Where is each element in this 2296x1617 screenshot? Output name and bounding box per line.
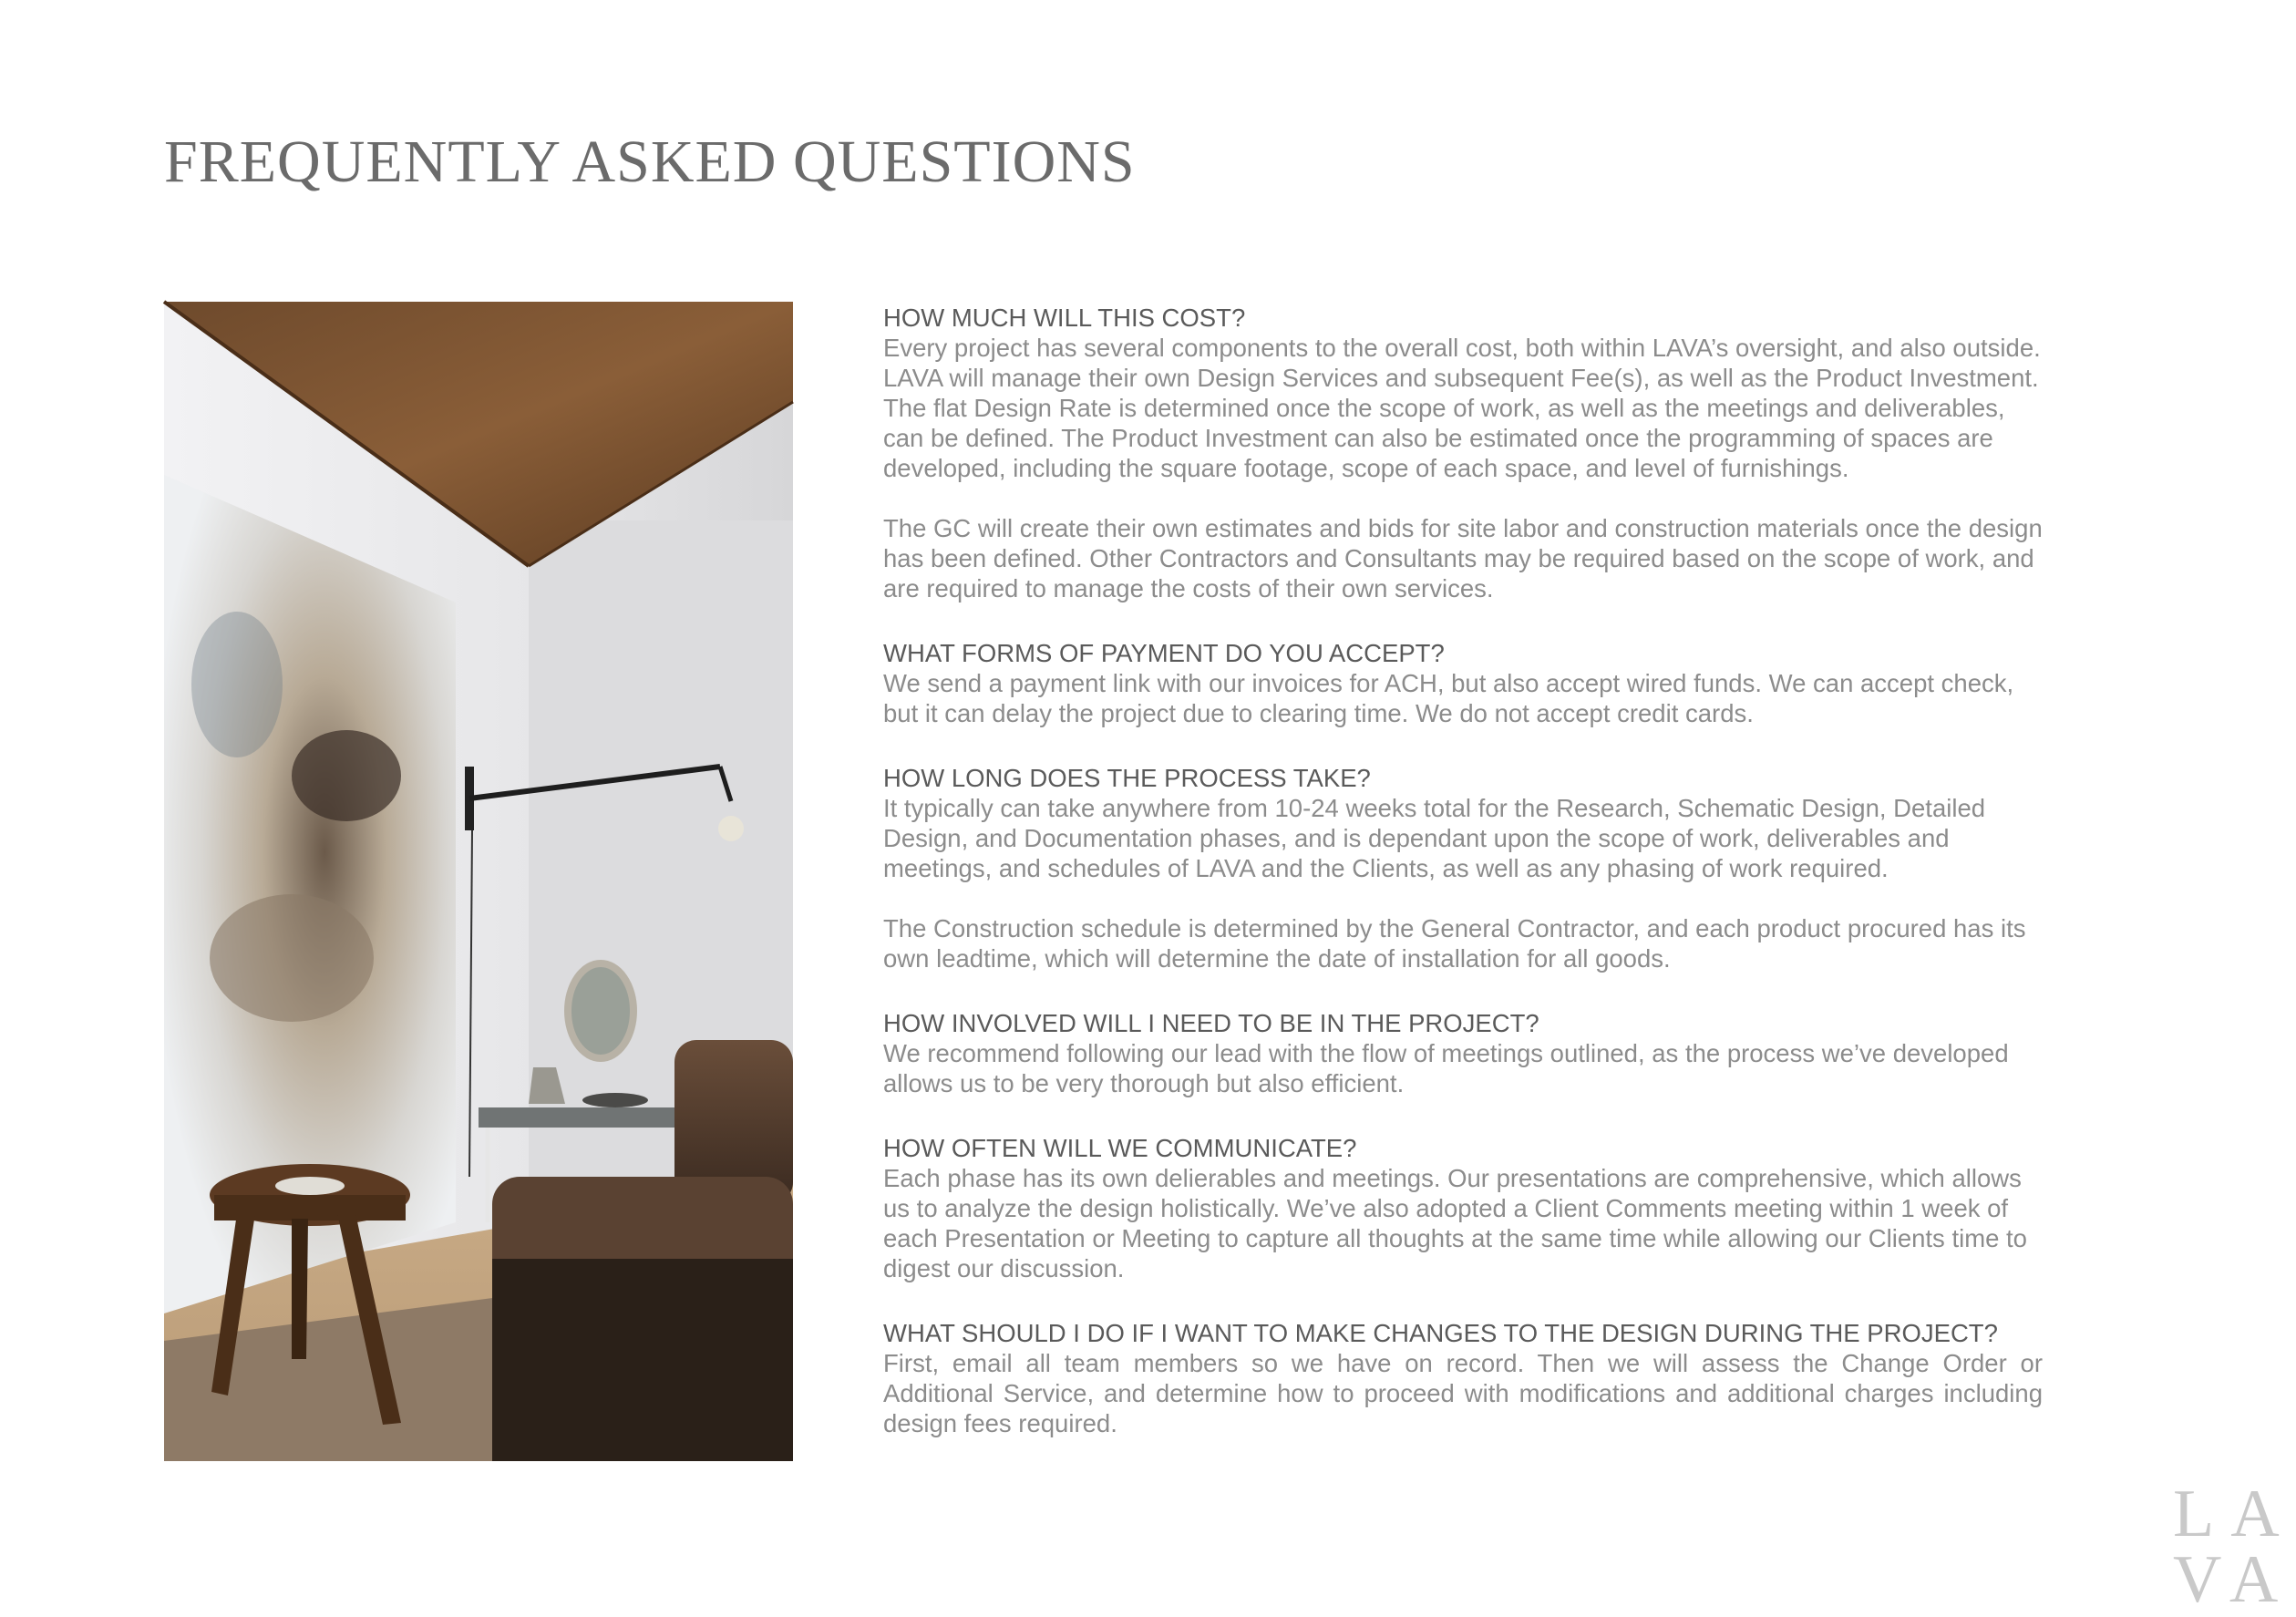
faq-item (883, 763, 2043, 973)
faq-answer: We send a payment link with our invoices for ACH, but also accept wired funds. We can accept check, but it can delay the project due to clearing time. We do not accept credit cards. (883, 669, 2014, 727)
faq-answer: Every project has several components to the overall cost, both within LAVA’s oversight, and also outside. LAVA will manage their own Design Services and subsequent Fee(s), as well as the Product Investment. The flat Design Rate is determined once the scope of work, as well as the meetings and deliverables, can be defined. The Product Investment can also be estimated once the programming of spaces are developed, including the square footage, scope of each space, and level of furnishings. (883, 334, 2041, 482)
faq-question: HOW OFTEN WILL WE COMMUNICATE? (883, 1134, 1357, 1162)
faq-question: HOW LONG DOES THE PROCESS TAKE? (883, 764, 1371, 792)
lava-logo (2173, 1477, 2296, 1617)
faq-item (883, 1318, 2043, 1438)
interior-photo (164, 302, 793, 1461)
faq-answer: Each phase has its own delierables and meetings. Our presentations are comprehensive, which allows us to analyze the design holistically. We’ve also adopted a Client Comments meeting within 1 week of each Presentation or Meeting to capture all thoughts at the same time while allowing our Clients time to digest our discussion. (883, 1164, 2027, 1282)
page-title: FREQUENTLY ASKED QUESTIONS (164, 129, 1136, 195)
faq-list (883, 303, 2043, 1473)
logo-line-2: VA (2173, 1542, 2295, 1617)
faq-question: HOW MUCH WILL THIS COST? (883, 304, 1246, 332)
faq-question: WHAT SHOULD I DO IF I WANT TO MAKE CHANGES TO THE DESIGN DURING THE PROJECT? (883, 1319, 1998, 1347)
faq-item (883, 1133, 2043, 1283)
faq-question: HOW INVOLVED WILL I NEED TO BE IN THE PROJECT? (883, 1009, 1539, 1037)
faq-item (883, 303, 2043, 603)
faq-item (883, 1008, 2043, 1098)
faq-answer: It typically can take anywhere from 10-24 weeks total for the Research, Schematic Design, Detailed Design, and Documentation phases, and is dependant upon the scope of work, deliverables and meetings, and schedules of LAVA and the Clients, as well as any phasing of work required. (883, 794, 1986, 882)
faq-question: WHAT FORMS OF PAYMENT DO YOU ACCEPT? (883, 639, 1445, 667)
faq-item (883, 638, 2043, 728)
faq-answer: The GC will create their own estimates and bids for site labor and construction materials once the design has been defined. Other Contractors and Consultants may be required based on the scope of work, and are required to manage the costs of their own services. (883, 514, 2043, 603)
faq-answer: First, email all team members so we have on record. Then we will assess the Change Order or Additional Service, and determine how to proceed with modifications and additional charges including design fees required. (883, 1349, 2043, 1437)
faq-answer: We recommend following our lead with the flow of meetings outlined, as the process we’ve developed allows us to be very thorough but also efficient. (883, 1039, 2009, 1097)
faq-answer: The Construction schedule is determined by the General Contractor, and each product procured has its own leadtime, which will determine the date of installation for all goods. (883, 914, 2026, 973)
logo-line-1: LA (2173, 1477, 2296, 1551)
